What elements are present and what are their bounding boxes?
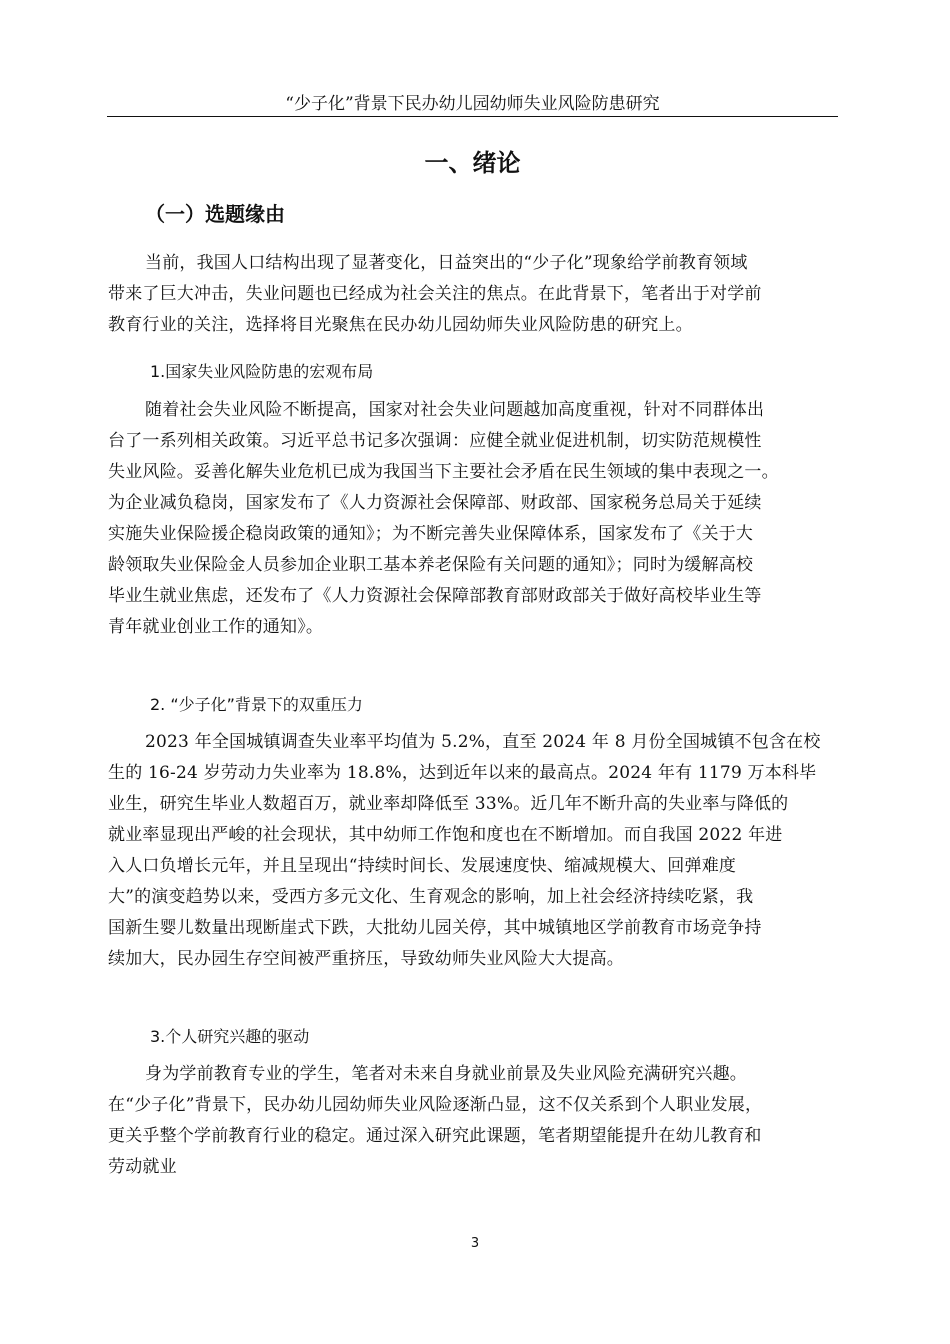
paragraph-line: 续加大，民办园生存空间被严重挤压，导致幼师失业风险大大提高。	[108, 949, 624, 969]
paragraph-line: 劳动就业	[108, 1157, 177, 1177]
chapter-title: 一、绪论	[424, 149, 521, 177]
paragraph-line: 实施失业保险援企稳岗政策的通知》；为不断完善失业保障体系，国家发布了《关于大	[108, 524, 754, 544]
paragraph-line: 带来了巨大冲击，失业问题也已经成为社会关注的焦点。在此背景下，笔者出于对学前	[108, 284, 762, 304]
paragraph-line: 龄领取失业保险金人员参加企业职工基本养老保险有关问题的通知》；同时为缓解高校	[108, 555, 754, 575]
subsection-heading-3: 3.个人研究兴趣的驱动	[150, 1027, 310, 1046]
running-header: “少子化”背景下民办幼儿园幼师失业风险防患研究	[285, 94, 660, 114]
paragraph-line: 随着社会失业风险不断提高，国家对社会失业问题越加高度重视，针对不同群体出	[145, 400, 765, 420]
paragraph-line: 身为学前教育专业的学生，笔者对未来自身就业前景及失业风险充满研究兴趣。	[145, 1064, 747, 1084]
subsection-3-paragraph	[108, 1059, 838, 1183]
subsection-heading-1: 1.国家失业风险防患的宏观布局	[150, 362, 374, 381]
paragraph-line: 当前，我国人口结构出现了显著变化，日益突出的“少子化”现象给学前教育领域	[145, 253, 748, 273]
subsection-1-paragraph	[108, 395, 838, 643]
paragraph-line: 大”的演变趋势以来，受西方多元文化、生育观念的影响，加上社会经济持续吃紧，我	[108, 887, 754, 907]
paragraph-line: 业生，研究生毕业人数超百万，就业率却降低至 33%。近几年不断升高的失业率与降低的	[108, 794, 789, 814]
paragraph-line: 台了一系列相关政策。习近平总书记多次强调：应健全就业促进机制，切实防范规模性	[108, 431, 762, 451]
paragraph-line: 在“少子化”背景下，民办幼儿园幼师失业风险逐渐凸显，这不仅关系到个人职业发展，	[108, 1095, 763, 1115]
paragraph-line: 生的 16-24 岁劳动力失业率为 18.8%，达到近年以来的最高点。2024 年有 1179 万本科毕	[108, 763, 817, 783]
paragraph-line: 毕业生就业焦虑，还发布了《人力资源社会保障部教育部财政部关于做好高校毕业生等	[108, 586, 762, 606]
paragraph-line: 2023 年全国城镇调查失业率平均值为 5.2%，直至 2024 年 8 月份全国城镇不包含在校	[145, 732, 821, 752]
paragraph-line: 教育行业的关注，选择将目光聚焦在民办幼儿园幼师失业风险防患的研究上。	[108, 315, 693, 335]
header-divider	[107, 116, 838, 117]
subsection-2-paragraph	[108, 727, 838, 975]
paragraph-line: 为企业减负稳岗，国家发布了《人力资源社会保障部、财政部、国家税务总局关于延续	[108, 493, 762, 513]
intro-paragraph	[108, 248, 838, 341]
subsection-heading-2: 2. “少子化”背景下的双重压力	[150, 695, 363, 714]
paragraph-line: 失业风险。妥善化解失业危机已成为我国当下主要社会矛盾在民生领域的集中表现之一。	[108, 462, 779, 482]
paragraph-line: 入人口负增长元年，并且呈现出“持续时间长、发展速度快、缩减规模大、回弹难度	[108, 856, 737, 876]
page-number: 3	[470, 1236, 480, 1251]
paragraph-line: 青年就业创业工作的通知》。	[108, 617, 324, 637]
section-title: （一）选题缘由	[145, 202, 285, 226]
paragraph-line: 更关乎整个学前教育行业的稳定。通过深入研究此课题，笔者期望能提升在幼儿教育和	[108, 1126, 762, 1146]
paragraph-line: 国新生婴儿数量出现断崖式下跌，大批幼儿园关停，其中城镇地区学前教育市场竞争持	[108, 918, 762, 938]
paragraph-line: 就业率显现出严峻的社会现状，其中幼师工作饱和度也在不断增加。而自我国 2022 年进	[108, 825, 783, 845]
